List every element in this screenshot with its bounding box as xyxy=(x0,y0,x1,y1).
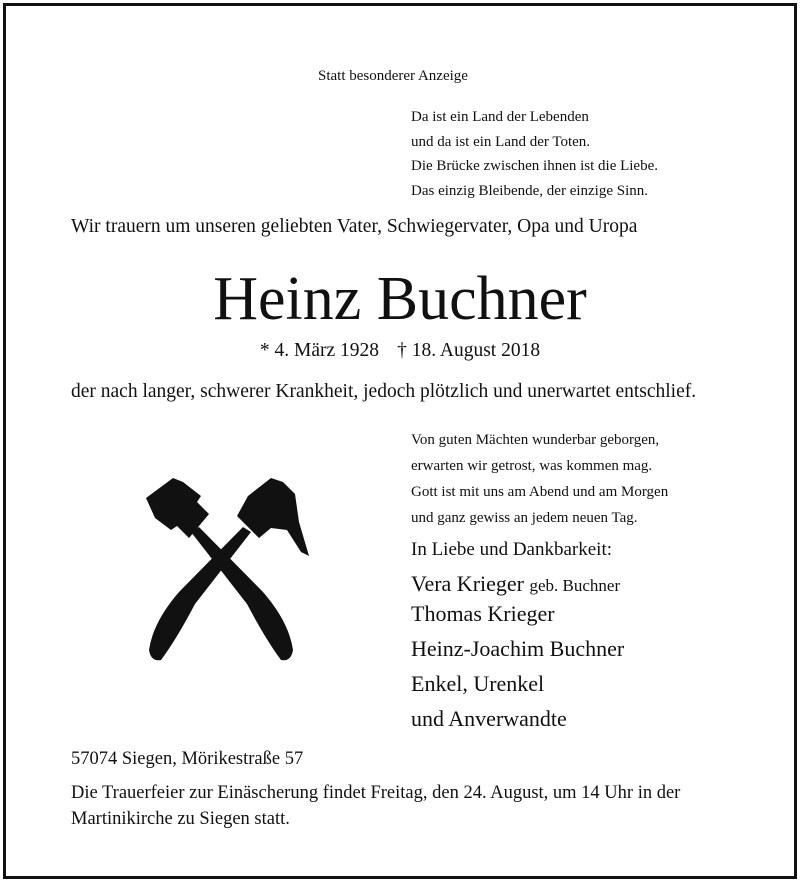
family-address: 57074 Siegen, Mörikestraße 57 xyxy=(71,749,304,769)
poem-top-line: Da ist ein Land der Lebenden xyxy=(411,109,589,125)
poem-bottom-line: erwarten wir getrost, was kommen mag. xyxy=(411,458,653,474)
poem-bottom-line: Gott ist mit uns am Abend und am Morgen xyxy=(411,484,669,500)
obituary-notice xyxy=(3,3,797,879)
poem-top-line: Das einzig Bleibende, der einzige Sinn. xyxy=(411,182,649,199)
signatory xyxy=(411,568,620,602)
signatory-nee: geb. Buchner xyxy=(529,576,621,595)
poem-bottom xyxy=(411,427,668,531)
poem-bottom-line: Von guten Mächten wunderbar geborgen, xyxy=(411,432,660,448)
signatory: Heinz-Joachim Buchner xyxy=(411,636,625,661)
deceased-name: Heinz Buchner xyxy=(213,265,587,333)
life-dates xyxy=(6,340,794,362)
poem-top xyxy=(411,105,658,203)
closing-line: In Liebe und Dankbarkeit: xyxy=(411,539,613,560)
notice-header: Statt besonderer Anzeige xyxy=(318,68,468,84)
death-date: † 18. August 2018 xyxy=(397,340,541,361)
signatory-name: Vera Krieger xyxy=(411,571,524,596)
signatory: Enkel, Urenkel xyxy=(411,671,545,696)
mourning-line: Wir trauern um unseren geliebten Vater, Schwiegervater, Opa und Uropa xyxy=(71,216,638,237)
poem-top-line: Die Brücke zwischen ihnen ist die Liebe. xyxy=(411,158,659,174)
signatory: und Anverwandte xyxy=(411,706,567,731)
poem-bottom-line: und ganz gewiss an jedem neuen Tag. xyxy=(411,510,638,526)
funeral-info: Die Trauerfeier zur Einäscherung findet Freitag, den 24. August, um 14 Uhr in der Martinikirche zu Siegen statt. xyxy=(71,783,681,829)
signatory: Thomas Krieger xyxy=(411,601,555,626)
poem-top-line: und da ist ein Land der Toten. xyxy=(411,133,591,150)
birth-date: * 4. März 1928 xyxy=(259,340,380,361)
crossed-hammers-icon xyxy=(131,472,311,672)
death-circumstance: der nach langer, schwerer Krankheit, jedoch plötzlich und unerwartet entschlief. xyxy=(71,381,697,402)
